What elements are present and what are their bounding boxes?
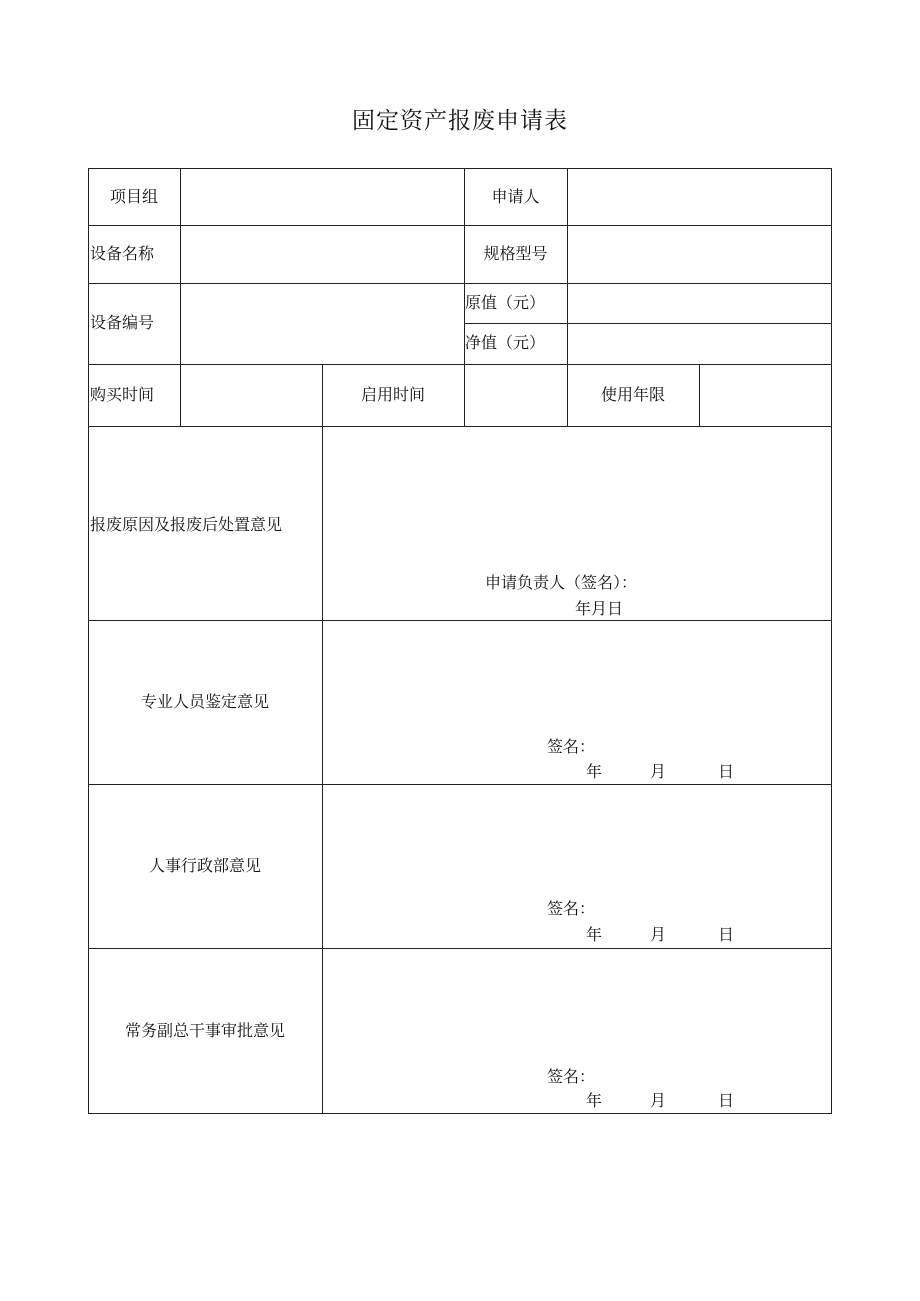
page-title: 固定资产报废申请表 [352, 108, 568, 134]
deputy-approval-field[interactable] [323, 949, 831, 1113]
expert-opinion-label: 专业人员鉴定意见 [140, 692, 269, 711]
date-year-label: 年 [586, 1091, 603, 1110]
date-year-label: 年 [586, 925, 603, 944]
table-border-left [88, 168, 89, 1114]
date-day-label: 日 [718, 762, 735, 781]
project-group-field[interactable] [181, 169, 464, 225]
table-border-bottom [88, 1113, 832, 1114]
service-life-label: 使用年限 [600, 385, 665, 404]
deputy-approval-label: 常务副总干事审批意见 [124, 1021, 285, 1040]
applicant-label: 申请人 [491, 187, 540, 206]
hr-admin-opinion-label: 人事行政部意见 [148, 856, 261, 875]
project-group-label: 项目组 [109, 187, 158, 206]
signature-label: 签名： [547, 899, 596, 918]
device-name-field[interactable] [181, 226, 464, 283]
date-month-label: 月 [650, 1091, 667, 1110]
net-value-field[interactable] [568, 324, 831, 364]
start-time-label: 启用时间 [360, 385, 425, 404]
responsible-signature-label: 申请负责人（签名）： [485, 573, 638, 592]
purchase-time-field[interactable] [181, 365, 322, 426]
signature-label: 签名： [547, 1067, 596, 1086]
spec-model-label: 规格型号 [483, 244, 548, 263]
device-number-field[interactable] [181, 284, 464, 364]
applicant-field[interactable] [568, 169, 831, 225]
date-month-label: 月 [650, 762, 667, 781]
date-year-label: 年 [586, 762, 603, 781]
original-value-label: 原值（元） [465, 293, 546, 312]
hr-admin-opinion-field[interactable] [323, 785, 831, 948]
date-day-label: 日 [718, 925, 735, 944]
date-label: 年月日 [575, 599, 624, 618]
start-time-field[interactable] [465, 365, 567, 426]
original-value-field[interactable] [568, 284, 831, 323]
device-number-label: 设备编号 [90, 313, 155, 332]
scrap-reason-label: 报废原因及报废后处置意见 [90, 515, 283, 534]
net-value-label: 净值（元） [465, 333, 546, 352]
device-name-label: 设备名称 [90, 244, 155, 263]
table-border-right [831, 168, 832, 1114]
date-month-label: 月 [650, 925, 667, 944]
scrap-application-form [88, 168, 832, 1114]
spec-model-field[interactable] [568, 226, 831, 283]
service-life-field[interactable] [700, 365, 831, 426]
expert-opinion-field[interactable] [323, 621, 831, 784]
signature-label: 签名： [547, 737, 596, 756]
date-day-label: 日 [718, 1091, 735, 1110]
purchase-time-label: 购买时间 [90, 385, 155, 404]
